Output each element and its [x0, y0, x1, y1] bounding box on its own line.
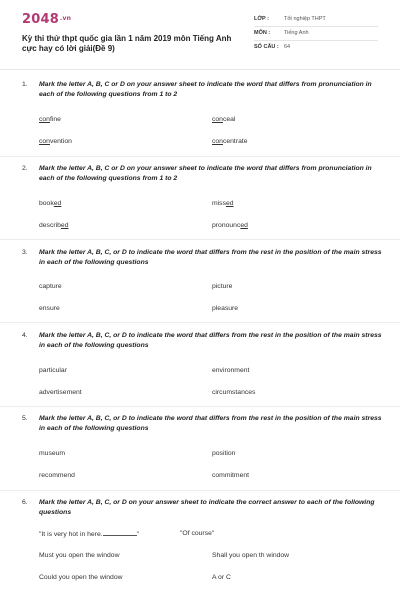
question-number: 3. — [22, 249, 28, 256]
meta-label: SỐ CÂU : — [254, 44, 279, 50]
option-c[interactable]: advertisement — [39, 389, 82, 396]
option-b[interactable]: picture — [212, 283, 233, 290]
option-d[interactable]: A or C — [212, 574, 231, 581]
meta-value: Tốt nghiệp THPT — [284, 16, 326, 22]
option-a[interactable]: booked — [39, 200, 62, 207]
option-c[interactable]: Could you open the window — [39, 574, 123, 581]
question-text: Mark the letter A, B, C or D on your answer sheet to indicate the word that differs from pronunciation in each of the following questions from 1 to 2 — [39, 165, 372, 182]
question-2 — [22, 164, 382, 229]
question-1 — [22, 80, 382, 145]
question-text: Mark the letter A, B, C, or D to indicate the word that differs from the rest in the position of the main stress in each of the following questions — [39, 332, 382, 349]
question-number: 2. — [22, 165, 28, 172]
site-logo[interactable]: $2048^{.vn}$ — [22, 12, 72, 27]
question-4 — [22, 331, 382, 396]
question-text: Mark the letter A, B, C or D on your answer sheet to indicate the word that differs from pronunciation in each of the following questions from 1 to 2 — [39, 81, 372, 98]
meta-value: Tiếng Anh — [284, 30, 309, 36]
option-b[interactable]: missed — [212, 200, 234, 207]
option-b[interactable]: environment — [212, 367, 250, 374]
divider — [0, 406, 400, 407]
meta-lop — [254, 16, 326, 22]
divider — [0, 239, 400, 240]
option-c[interactable]: convention — [39, 138, 72, 145]
dialogue-prompt: "It is very hot in here. " — [39, 531, 140, 538]
option-b[interactable]: conceal — [212, 116, 236, 123]
question-text: Mark the letter A, B, C, or D to indicate the word that differs from the rest in the position of the main stress in each of the following questions — [39, 415, 382, 432]
option-a[interactable]: museum — [39, 450, 66, 457]
question-text: Mark the letter A, B, C, or D to indicate the word that differs from the rest in the position of the main stress in each of the following questions — [39, 249, 382, 266]
option-d[interactable]: pleasure — [212, 305, 239, 312]
option-d[interactable]: commitment — [212, 472, 250, 479]
question-text: Mark the letter A, B, C, or D on your answer sheet to indicate the correct answer to each of the following questions — [39, 499, 375, 516]
exam-title: Kỳ thi thử thpt quốc gia lần 1 năm 2019 môn Tiếng Anh cực hay có lời giải(Đề 9) — [22, 34, 232, 53]
option-d[interactable]: pronounced — [212, 222, 248, 229]
dialogue-reply: "Of course" — [180, 530, 215, 537]
meta-divider — [254, 26, 378, 27]
question-number: 1. — [22, 81, 28, 88]
question-3 — [22, 248, 382, 312]
question-number: 4. — [22, 332, 28, 339]
option-c[interactable]: ensure — [39, 305, 60, 312]
question-6 — [22, 498, 382, 581]
option-a[interactable]: capture — [39, 283, 62, 290]
meta-label: LỚP : — [254, 16, 269, 22]
option-d[interactable]: circumstances — [212, 389, 256, 396]
meta-socau — [254, 44, 290, 50]
option-b[interactable]: position — [212, 450, 236, 457]
option-a[interactable]: Must you open the window — [39, 552, 120, 559]
question-number: 6. — [22, 499, 28, 506]
option-a[interactable]: particular — [39, 367, 67, 374]
divider — [0, 490, 400, 491]
option-c[interactable]: described — [39, 222, 69, 229]
option-c[interactable]: recommend — [39, 472, 75, 479]
page-header — [0, 0, 400, 70]
meta-label: MÔN : — [254, 30, 271, 36]
divider — [0, 322, 400, 323]
answer-blank — [103, 530, 137, 536]
option-a[interactable]: confine — [39, 116, 61, 123]
question-number: 5. — [22, 415, 28, 422]
option-d[interactable]: concentrate — [212, 138, 248, 145]
meta-value: 64 — [284, 44, 291, 50]
meta-mon — [254, 30, 309, 36]
question-5 — [22, 414, 382, 479]
option-b[interactable]: Shall you open th window — [212, 552, 290, 559]
divider — [0, 156, 400, 157]
meta-divider — [254, 40, 378, 41]
